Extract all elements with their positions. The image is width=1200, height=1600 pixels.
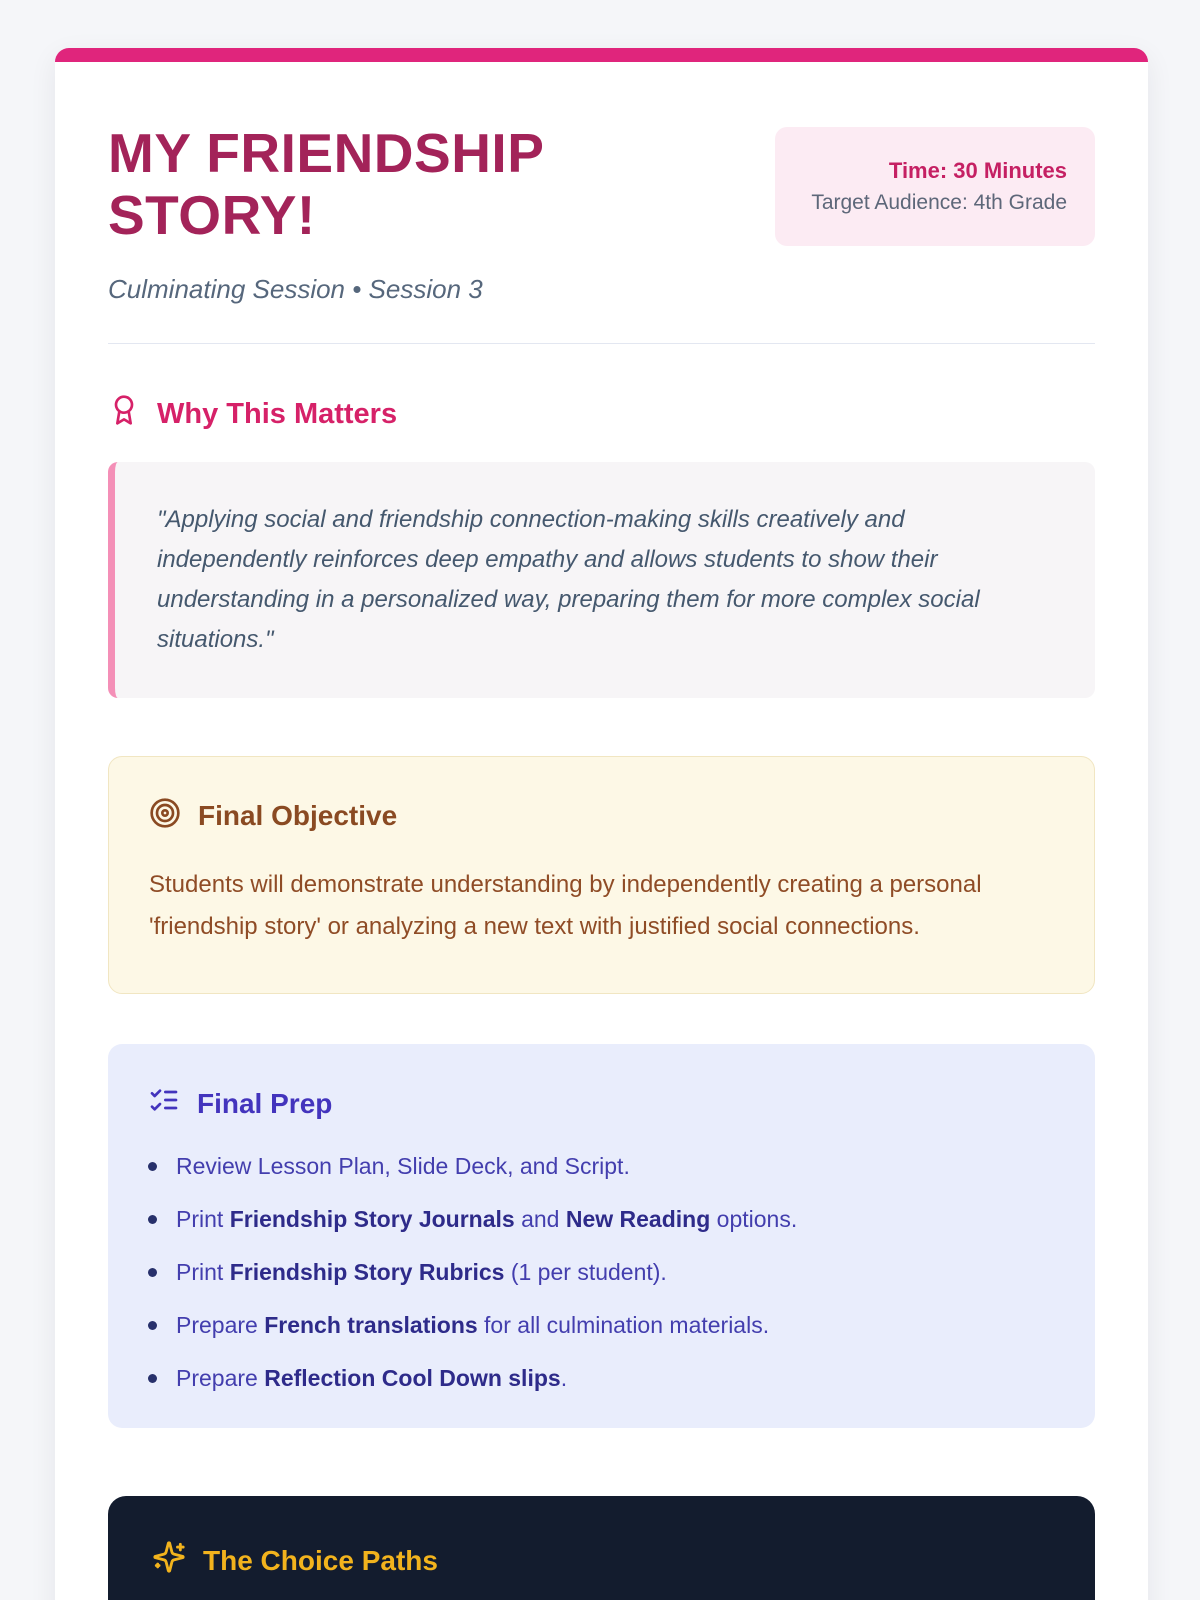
final-prep-label: Final Prep [197,1087,333,1119]
prep-item [148,1151,1055,1182]
final-objective-heading [149,797,1054,836]
prep-item-text: Prepare Reflection Cool Down slips. [176,1365,568,1392]
award-icon [108,394,140,434]
choice-paths-box [108,1496,1095,1600]
final-prep-box [108,1044,1095,1428]
header-left [108,122,748,246]
prep-item-text: Print Friendship Story Rubrics (1 per student). [176,1259,667,1286]
prep-item-text: Print Friendship Story Journals and New Reading options. [176,1206,798,1233]
lesson-card [55,48,1148,1600]
quote-block: "Applying social and friendship connection-making skills creatively and independently reinforces deep empathy and allows students to show their understanding in a personalized way, preparing them for more complex social situations." [108,462,1095,697]
final-prep-heading [148,1084,1055,1123]
prep-item [148,1257,1055,1288]
prep-list [148,1151,1055,1394]
page-subtitle: Culminating Session • Session 3 [108,274,483,305]
prep-item [148,1310,1055,1341]
divider [108,343,1095,344]
time-value: Time: 30 Minutes [888,158,1067,183]
prep-item [148,1363,1055,1394]
target-icon [149,797,181,836]
why-this-matters-label: Why This Matters [157,397,398,430]
top-accent-bar [55,48,1148,62]
header [108,122,1095,246]
final-objective-label: Final Objective [198,800,398,832]
bullet-dot [148,1321,157,1330]
list-checks-icon [148,1084,180,1123]
prep-item [148,1204,1055,1235]
sparkles-icon [152,1540,186,1581]
choice-paths-label: The Choice Paths [203,1544,438,1576]
prep-item-text: Prepare French translations for all culmination materials. [176,1312,770,1339]
info-box [775,127,1095,246]
bullet-dot [148,1374,157,1383]
lesson-content [55,62,1148,1600]
bullet-dot [148,1268,157,1277]
final-objective-box [108,756,1095,994]
prep-item-text: Review Lesson Plan, Slide Deck, and Script. [176,1153,630,1180]
bullet-dot [148,1162,157,1171]
final-objective-body: Students will demonstrate understanding by independently creating a personal 'friendship story' or analyzing a new text with justified social connections. [149,870,982,941]
audience-value: Target Audience: 4th Grade [811,190,1067,214]
choice-paths-heading [152,1540,1051,1581]
bullet-dot [148,1215,157,1224]
why-this-matters-heading [108,394,1095,434]
page-title: MY FRIENDSHIP STORY! [108,122,544,247]
